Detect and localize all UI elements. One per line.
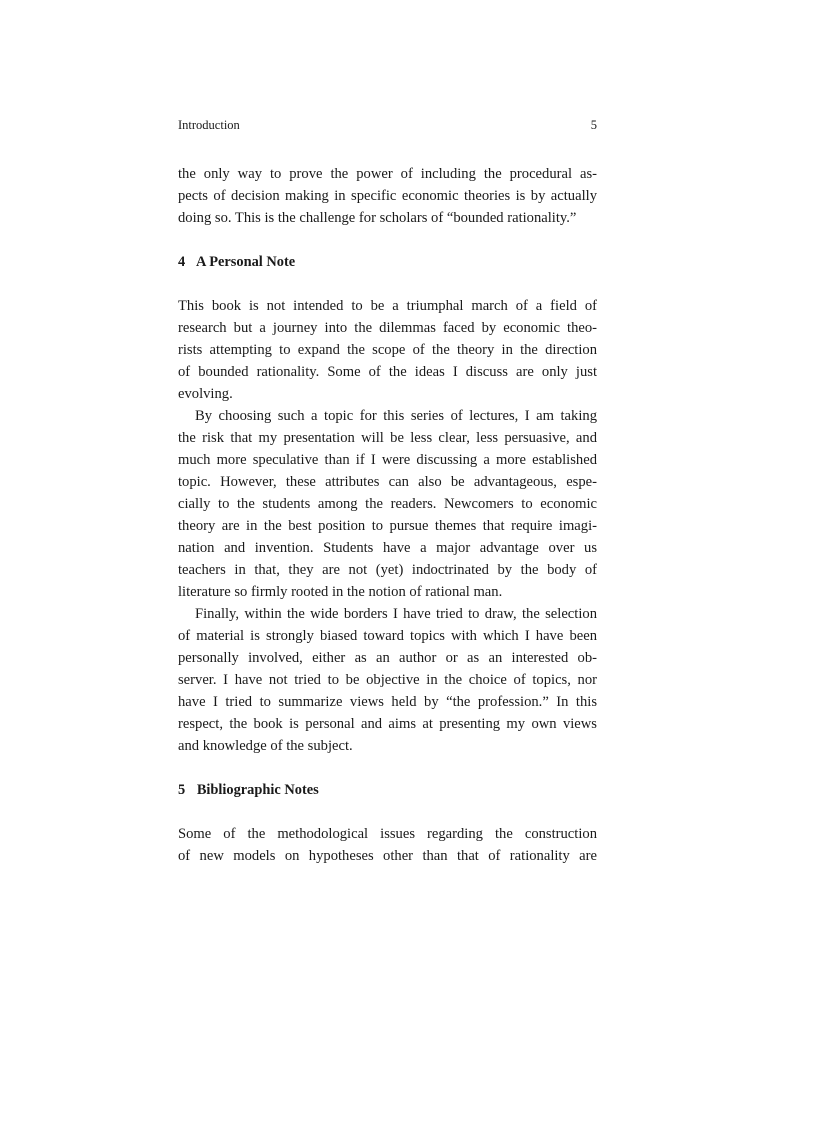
text-line: topic. However, these attributes can also be advantageous, espe-: [178, 474, 597, 490]
opening-paragraph: [178, 163, 597, 229]
section-number: 4: [178, 254, 186, 270]
text-line: much more speculative than if I were discussing a more established: [178, 452, 597, 468]
text-line: of new models on hypotheses other than that of rationality are: [178, 848, 597, 864]
text-line: and knowledge of the subject.: [178, 738, 353, 754]
text-line: research but a journey into the dilemmas faced by economic theo-: [178, 320, 597, 336]
text-line: teachers in that, they are not (yet) indoctrinated by the body of: [178, 562, 597, 578]
text-line: cially to the students among the readers. Newcomers to economic: [178, 496, 597, 512]
section-title: Bibliographic Notes: [196, 782, 319, 798]
text-line: nation and invention. Students have a major advantage over us: [178, 540, 597, 556]
running-head: [178, 116, 597, 134]
paragraph: [178, 603, 597, 757]
text-line: literature so firmly rooted in the notion of rational man.: [178, 584, 503, 600]
text-line: Finally, within the wide borders I have tried to draw, the selection: [195, 606, 597, 622]
section-heading-personal-note: [178, 251, 597, 273]
text-line: the only way to prove the power of including the procedural as-: [178, 166, 597, 182]
text-line: have I tried to summarize views held by “the profession.” In this: [178, 694, 597, 710]
paragraph: [178, 405, 597, 603]
text-line: pects of decision making in specific economic theories is by actually: [178, 188, 597, 204]
body-text: [178, 163, 597, 867]
page-number: 5: [590, 118, 597, 132]
text-line: theory are in the best position to pursue themes that require imagi-: [178, 518, 597, 534]
text-line: By choosing such a topic for this series of lectures, I am taking: [195, 408, 597, 424]
text-line: evolving.: [178, 386, 233, 402]
text-line: server. I have not tried to be objective in the choice of topics, nor: [178, 672, 597, 688]
text-line: This book is not intended to be a triumphal march of a field of: [178, 298, 597, 314]
text-line: personally involved, either as an author or as an interested ob-: [178, 650, 597, 666]
text-line: respect, the book is personal and aims at presenting my own views: [178, 716, 597, 732]
text-line: of material is strongly biased toward topics with which I have been: [178, 628, 597, 644]
paragraph: [178, 823, 597, 867]
paragraph: [178, 295, 597, 405]
section-number: 5: [178, 782, 186, 798]
text-line: doing so. This is the challenge for scholars of “bounded rationality.”: [178, 210, 577, 226]
section-heading-bibliographic-notes: [178, 779, 597, 801]
section-title: A Personal Note: [196, 254, 296, 270]
text-line: the risk that my presentation will be less clear, less persuasive, and: [178, 430, 597, 446]
text-line: rists attempting to expand the scope of the theory in the direction: [178, 342, 597, 358]
text-line: Some of the methodological issues regarding the construction: [178, 826, 597, 842]
running-head-title: Introduction: [178, 118, 240, 132]
text-line: of bounded rationality. Some of the ideas I discuss are only just: [178, 364, 597, 380]
